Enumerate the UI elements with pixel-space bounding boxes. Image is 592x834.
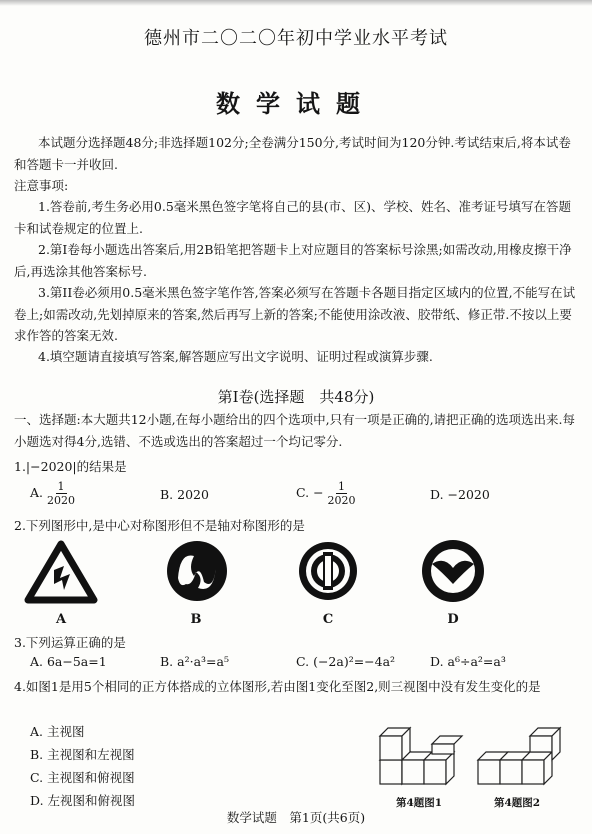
note-4: 4.填空题请直接填写答案,解答题应写出文字说明、证明过程或演算步骤. (38, 349, 433, 364)
fraction (328, 480, 356, 507)
question-1-stem: 1.|−2020|的结果是 (14, 459, 127, 474)
section-instruction: 一、选择题:本大题共12小题,在每小题给出的四个选项中,只有一项是正确的,请把正确的选项选出来.每小题选对得4分,选错、不选或选出的答案超过一个均记零分. (14, 412, 576, 449)
denominator: 2020 (327, 494, 356, 507)
figure-4-1-caption: 第4题图1 (396, 797, 443, 809)
intro-paragraph: 本试题分选择题48分;非选择题102分;全卷满分150分,考试时间为120分钟.考试结束后,将本试卷和答题卡一并收回. (14, 135, 571, 172)
note-1: 1.答卷前,考生务必用0.5毫米黑色签字笔将自己的县(市、区)、学校、姓名、准考证号填写在答题卡和试卷规定的位置上. (14, 199, 572, 236)
question-3-option-b: B. a²·a³=a⁵ (160, 654, 229, 669)
section-title: 第Ⅰ卷(选择题 共48分) (217, 388, 375, 406)
question-4-stem: 4.如图1是用5个相同的正方体搭成的立体图形,若由图1变化至图2,则三视图中没有发生变化的是 (14, 679, 541, 694)
page-footer: 数学试题 第1页(共6页) (226, 810, 366, 825)
question-1-option-d: D. −2020 (430, 487, 490, 502)
numerator: 1 (57, 480, 65, 493)
figure-4-2-cubes-diagram (474, 716, 568, 792)
denominator: 2020 (47, 494, 75, 507)
numerator: 1 (338, 480, 346, 493)
question-4-option-d: D. 左视图和俯视图 (30, 793, 136, 808)
figure-4-2-caption: 第4题图2 (494, 797, 541, 809)
question-4-option-b: B. 主视图和左视图 (30, 747, 135, 762)
subject-title: 数学试题 (216, 89, 376, 118)
note-2: 2.第I卷每小题选出答案后,用2B铅笔把答题卡上对应题目的答案标号涂黑;如需改动,用橡皮擦干净后,再选涂其他答案标号. (14, 242, 572, 279)
question-3-option-a: A. 6a−5a=1 (30, 654, 107, 669)
question-1-option-a (30, 480, 75, 507)
figure-label-d: D (447, 612, 459, 627)
figure-c-concentric-icon (296, 538, 360, 604)
figure-b-symbol-icon (164, 538, 230, 604)
question-1-option-c (296, 480, 356, 507)
fraction (47, 480, 75, 507)
top-scan-edge (0, 0, 592, 6)
option-c-label: C. − (296, 485, 324, 500)
question-2-stem: 2.下列图形中,是中心对称图形但不是轴对称图形的是 (14, 518, 305, 533)
question-3-stem: 3.下列运算正确的是 (14, 635, 126, 650)
option-a-label: A. (30, 485, 44, 500)
figure-label-c: C (322, 612, 334, 627)
figure-label-b: B (190, 612, 202, 627)
question-4-option-a: A. 主视图 (30, 724, 85, 739)
figure-d-heart-icon (420, 538, 486, 604)
question-3-option-c: C. (−2a)²=−4a² (296, 654, 396, 669)
question-1-option-b: B. 2020 (160, 487, 209, 502)
question-3-option-d: D. a⁶÷a²=a³ (430, 654, 506, 669)
notes-heading: 注意事项: (14, 178, 69, 193)
note-3: 3.第II卷必须用0.5毫米黑色签字笔作答,答案必须写在答题卡各题目指定区域内的位置,不能写在试卷上;如需改动,先划掉原来的答案,然后再写上新的答案;不能使用涂改液、胶带纸、修正带.不按以上要求作答的答案无效. (14, 285, 576, 343)
figure-a-warning-triangle-icon (24, 540, 98, 604)
question-4-option-c: C. 主视图和俯视图 (30, 770, 135, 785)
figure-4-1-cubes-diagram (376, 716, 470, 792)
figure-label-a: A (55, 612, 67, 627)
exam-title: 德州市二〇二〇年初中学业水平考试 (144, 28, 448, 49)
